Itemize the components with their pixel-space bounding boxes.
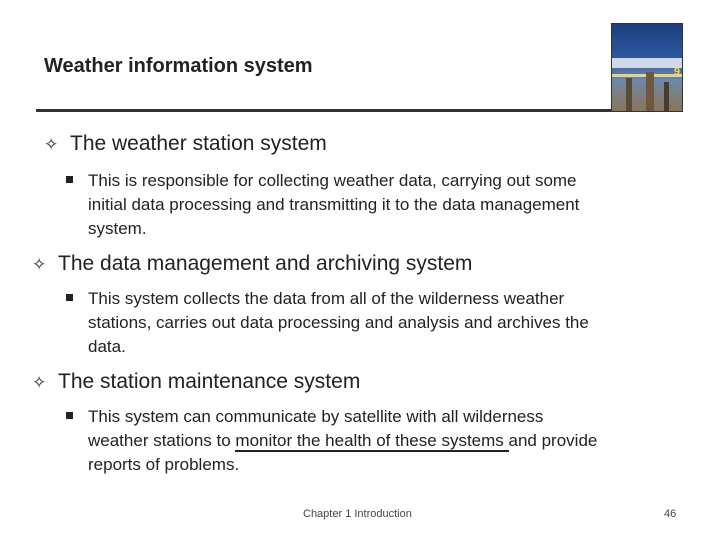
sub-bullet-line: data. (88, 337, 126, 356)
square-bullet-icon (66, 176, 73, 183)
sub-bullet-line: system. (88, 219, 147, 238)
bullet-heading: The data management and archiving system (58, 252, 473, 275)
sub-bullet-weather-station (88, 169, 579, 241)
bullet-data-management (32, 252, 472, 276)
underlined-text: monitor the health of these systems (235, 431, 509, 450)
sparkle-bullet-icon: ✧ (32, 373, 47, 393)
sub-bullet-line: weather stations to monitor the health of these systems and provide (88, 431, 598, 450)
sub-bullet-station-maintenance (88, 405, 597, 477)
sub-bullet-line: reports of problems. (88, 455, 240, 474)
sub-bullet-line: This system collects the data from all of the wilderness weather (88, 289, 565, 308)
sub-bullet-line: initial data processing and transmitting it to the data management (88, 195, 580, 214)
footer-page-number: 46 (664, 508, 677, 520)
sub-bullet-line: stations, carries out data processing and analysis and archives the (88, 313, 589, 332)
slide-title: Weather information system (44, 55, 313, 77)
sub-bullet-line: This system can communicate by satellite with all wilderness (88, 407, 544, 426)
sparkle-bullet-icon: ✧ (32, 255, 47, 275)
bullet-station-maintenance (32, 370, 360, 394)
sub-bullet-line: This is responsible for collecting weather data, carrying out some (88, 171, 577, 190)
bullet-heading: The station maintenance system (58, 370, 361, 393)
bullet-heading: The weather station system (70, 132, 327, 155)
sub-bullet-data-management (88, 287, 589, 359)
title-rule (36, 109, 612, 112)
bullet-weather-station (44, 132, 327, 156)
square-bullet-icon (66, 412, 73, 419)
square-bullet-icon (66, 294, 73, 301)
sparkle-bullet-icon: ✧ (44, 135, 59, 155)
footer-chapter: Chapter 1 Introduction (303, 508, 412, 520)
book-cover-image: 9 (611, 23, 683, 112)
